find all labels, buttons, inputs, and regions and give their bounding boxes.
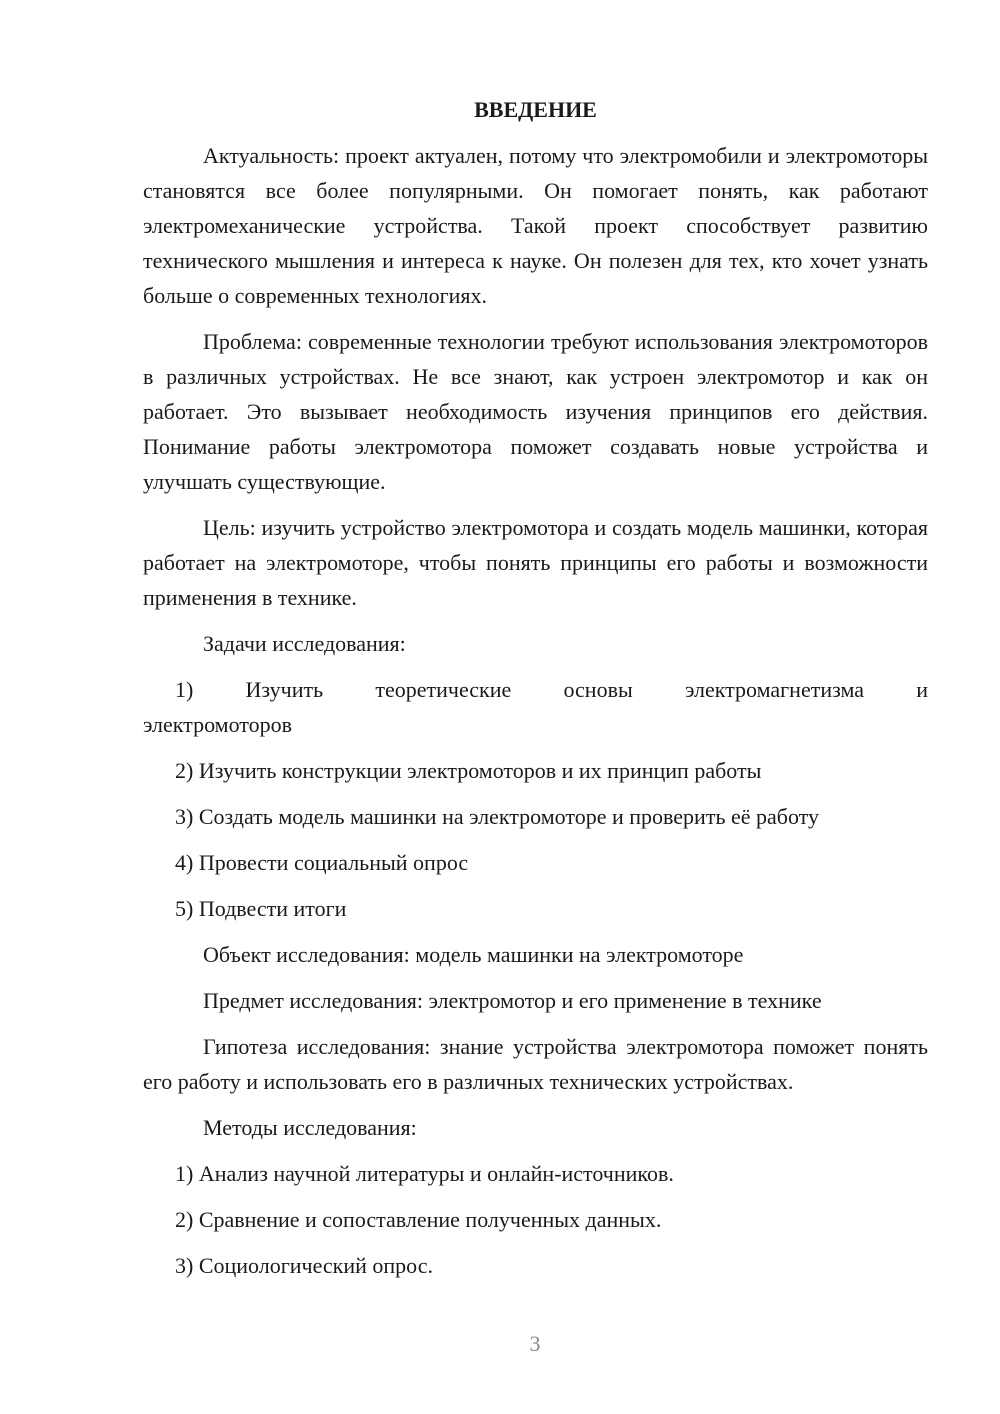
goal-paragraph: Цель: изучить устройство электромотора и создать модель машинки, которая работает на электромоторе, чтобы понять принципы его работы и возможности применения в технике.: [143, 515, 928, 610]
relevance-paragraph: Актуальность: проект актуален, потому что электромобили и электромоторы становятся все более популярными. Он помогает понять, как работают электромеханические устройства. Такой проект способствует развитию технического мышления и интереса к науке. Он полезен для тех, кто хочет узнать больше о современных технологиях.: [143, 143, 928, 308]
task-item: 1) Изучить теоретические основы электромагнетизма и электромоторов: [143, 677, 928, 737]
page-number: 3: [529, 1331, 541, 1356]
tasks-heading: Задачи исследования:: [203, 631, 406, 656]
method-item: 1) Анализ научной литературы и онлайн-источников.: [175, 1161, 674, 1186]
task-item: 2) Изучить конструкции электромоторов и их принцип работы: [175, 758, 762, 783]
research-object: Объект исследования: модель машинки на электромоторе: [203, 942, 744, 967]
problem-paragraph: Проблема: современные технологии требуют использования электромоторов в различных устройствах. Не все знают, как устроен электромотор и как он работает. Это вызывает необходимость изучения принципов его действия. Понимание работы электромотора поможет создавать новые устройства и улучшать существующие.: [143, 329, 928, 494]
method-item: 2) Сравнение и сопоставление полученных данных.: [175, 1207, 662, 1232]
methods-heading: Методы исследования:: [203, 1115, 417, 1140]
method-item: 3) Социологический опрос.: [175, 1253, 433, 1278]
task-item: 3) Создать модель машинки на электромоторе и проверить её работу: [175, 804, 819, 829]
task-item: 5) Подвести итоги: [175, 896, 347, 921]
hypothesis-paragraph: Гипотеза исследования: знание устройства электромотора поможет понять его работу и использовать его в различных технических устройствах.: [143, 1034, 928, 1094]
document-page: [143, 92, 928, 1294]
research-subject: Предмет исследования: электромотор и его применение в технике: [203, 988, 822, 1013]
section-title: ВВЕДЕНИЕ: [474, 97, 597, 122]
task-item: 4) Провести социальный опрос: [175, 850, 469, 875]
